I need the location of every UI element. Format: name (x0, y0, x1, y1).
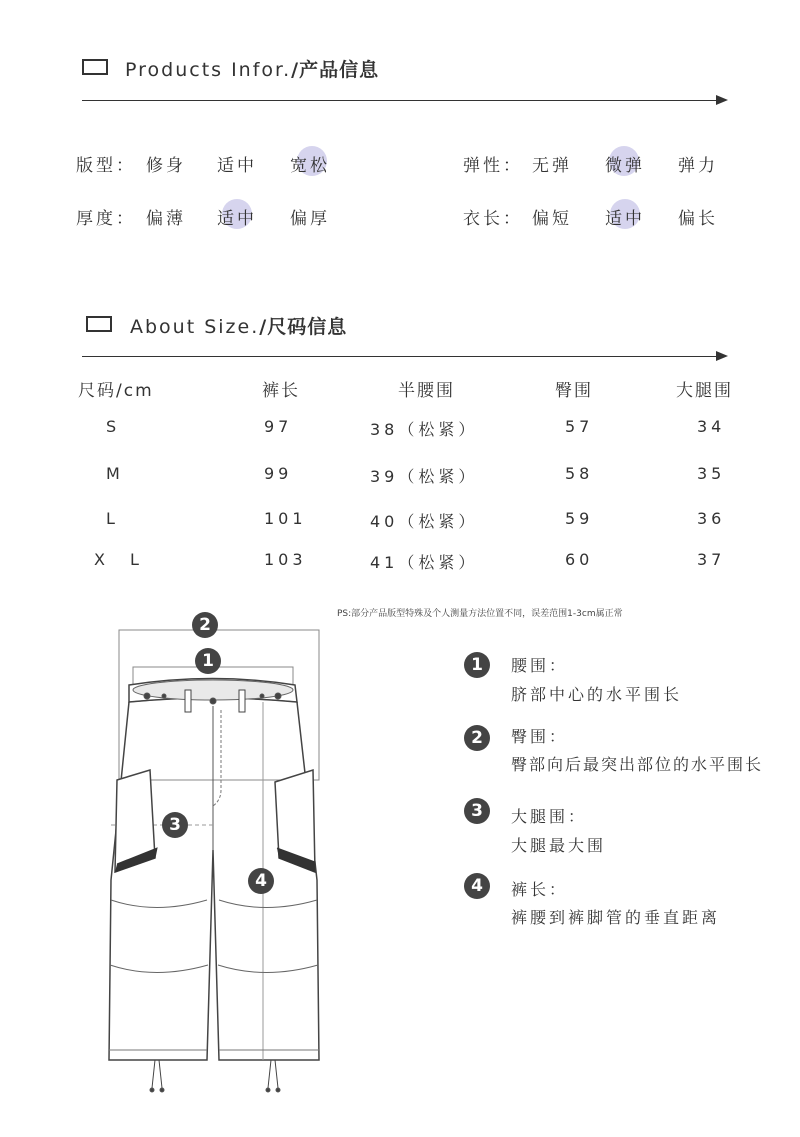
table-cell: 59 (565, 509, 594, 528)
divider-line (82, 356, 717, 357)
attr-option: 弹力 (678, 156, 718, 176)
size-info-title-cn: /尺码信息 (259, 316, 348, 338)
attr-label-thickness: 厚度： (76, 209, 136, 229)
table-cell: 34 (697, 417, 726, 436)
table-header-size: 尺码/cm (78, 381, 154, 401)
legend-title: 大腿围： (511, 807, 588, 826)
legend-title: 腰围： (511, 656, 569, 675)
table-cell: 40（松紧） (370, 512, 479, 531)
table-cell: 97 (264, 417, 293, 436)
legend-title: 臀围： (511, 727, 569, 746)
size-info-title-en: About Size. (130, 316, 260, 338)
attr-option: 无弹 (532, 156, 572, 176)
legend-desc: 大腿最大围 (511, 836, 607, 855)
section-checkbox-icon (82, 59, 108, 75)
attr-option-selected: 宽松 (290, 156, 330, 176)
thigh-marker: 3 (162, 812, 188, 838)
hip-measure-guide (119, 630, 319, 780)
pants-outline (109, 702, 319, 1060)
attr-option-selected: 微弹 (605, 156, 645, 176)
table-header-hip: 臀围 (555, 381, 593, 401)
attr-option: 偏长 (678, 209, 718, 229)
attr-label-length: 衣长： (463, 209, 523, 229)
divider-line (82, 100, 717, 101)
table-cell: 37 (697, 550, 726, 569)
legend-number-icon: 3 (464, 798, 490, 824)
products-info-title (125, 55, 379, 82)
table-cell: 38（松紧） (370, 420, 479, 439)
table-cell: S (106, 417, 121, 436)
table-cell: 101 (264, 509, 307, 528)
arrow-right-icon (716, 95, 728, 105)
table-cell: M (106, 464, 124, 483)
attr-option: 偏薄 (146, 209, 186, 229)
table-cell: 57 (565, 417, 594, 436)
table-cell: 60 (565, 550, 594, 569)
arrow-right-icon (716, 351, 728, 361)
size-info-title (130, 312, 347, 339)
legend-number-icon: 4 (464, 873, 490, 899)
table-cell: L (106, 509, 119, 528)
attr-label-fit: 版型： (76, 156, 136, 176)
table-cell: 99 (264, 464, 293, 483)
legend-desc: 裤腰到裤脚管的垂直距离 (511, 908, 721, 927)
legend-number-icon: 1 (464, 652, 490, 678)
table-cell: 39（松紧） (370, 467, 479, 486)
attr-option: 偏厚 (290, 209, 330, 229)
legend-title: 裤长： (511, 880, 569, 899)
table-cell: 58 (565, 464, 594, 483)
table-header-length: 裤长 (262, 381, 300, 401)
products-info-title-en: Products Infor. (125, 59, 292, 81)
table-header-waist: 半腰围 (398, 381, 455, 401)
attr-option-selected: 适中 (217, 209, 257, 229)
length-marker: 4 (248, 868, 274, 894)
table-cell: 41（松紧） (370, 553, 479, 572)
products-info-title-cn: /产品信息 (291, 59, 380, 81)
attr-option: 适中 (217, 156, 257, 176)
table-cell: 35 (697, 464, 726, 483)
legend-desc: 脐部中心的水平围长 (511, 685, 683, 704)
pants-diagram (95, 610, 345, 1100)
table-header-thigh: 大腿围 (676, 381, 733, 401)
attr-option: 偏短 (532, 209, 572, 229)
attr-option: 修身 (146, 156, 186, 176)
waist-marker: 1 (195, 648, 221, 674)
table-cell: 36 (697, 509, 726, 528)
measurement-note: PS:部分产品版型特殊及个人测量方法位置不同，误差范围1-3cm属正常 (337, 609, 623, 619)
legend-number-icon: 2 (464, 725, 490, 751)
legend-desc: 臀部向后最突出部位的水平围长 (511, 755, 764, 774)
attr-option-selected: 适中 (605, 209, 645, 229)
table-cell: 103 (264, 550, 307, 569)
section-checkbox-icon (86, 316, 112, 332)
hip-marker: 2 (192, 612, 218, 638)
table-cell: X L (94, 550, 149, 569)
attr-label-elasticity: 弹性： (463, 156, 523, 176)
